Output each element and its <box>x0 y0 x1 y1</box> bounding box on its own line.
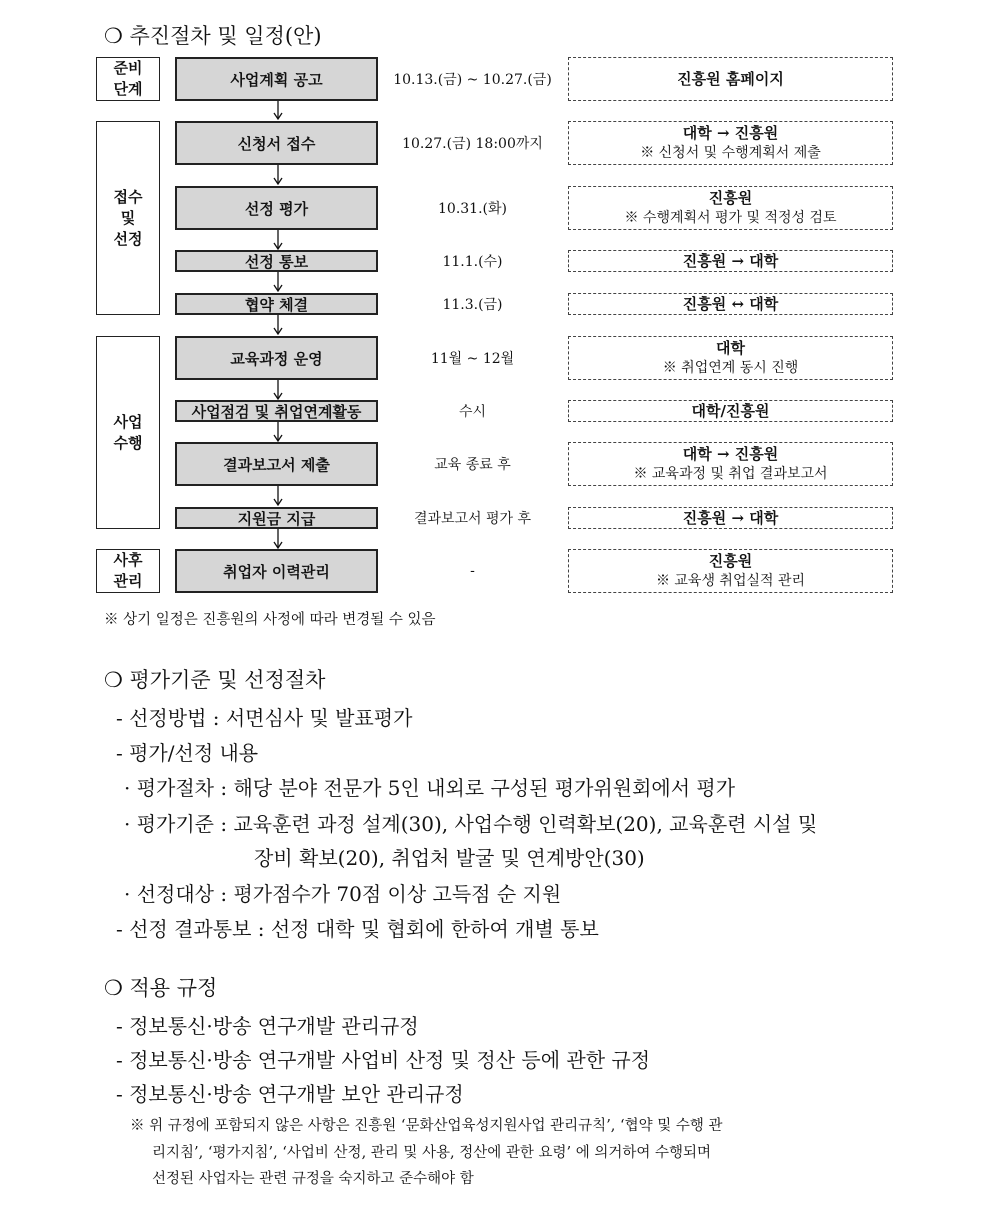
phase-execution: 사업 수행 <box>96 336 160 529</box>
phase-followup: 사후 관리 <box>96 549 160 593</box>
responsible-main: 대학/진흥원 <box>691 402 770 420</box>
responsible-main: 진흥원 홈페이지 <box>677 70 784 88</box>
responsible-note: ※ 교육생 취업실적 관리 <box>655 573 806 589</box>
responsible-box <box>568 293 893 315</box>
step-date: 11월 ~ 12월 <box>430 351 515 367</box>
responsible-box <box>568 549 893 593</box>
down-arrow-icon <box>270 422 286 442</box>
regulation-note-line2: 리지침’, ‘평가지침’, ‘사업비 산정, 관리 및 사용, 정산에 관한 요령’ 에 의거하여 수행되며 <box>152 1145 712 1161</box>
selection-target: · 선정대상 : 평가점수가 70점 이상 고득점 순 지원 <box>124 882 562 906</box>
responsible-note: ※ 신청서 및 수행계획서 제출 <box>640 145 821 161</box>
responsible-main: 대학 <box>716 339 745 357</box>
step-report: 결과보고서 제출 <box>175 442 378 486</box>
step-application: 신청서 접수 <box>175 121 378 165</box>
evaluation-criteria-line1: · 평가기준 : 교육훈련 과정 설계(30), 사업수행 인력확보(20), 교육훈련 시설 및 <box>124 812 818 836</box>
phase-prep: 준비 단계 <box>96 57 160 101</box>
phase-selection: 접수 및 선정 <box>96 121 160 315</box>
schedule-footnote: ※ 상기 일정은 진흥원의 사정에 따라 변경될 수 있음 <box>104 612 436 628</box>
step-payment: 지원금 지급 <box>175 507 378 529</box>
step-inspection: 사업점검 및 취업연계활동 <box>175 400 378 422</box>
down-arrow-icon <box>270 230 286 250</box>
evaluation-criteria-line2: 장비 확보(20), 취업처 발굴 및 연계방안(30) <box>254 846 645 870</box>
regulation-note-line1: ※ 위 규정에 포함되지 않은 사항은 진흥원 ‘문화산업육성지원사업 관리규칙’, ‘협약 및 수행 관 <box>130 1118 723 1134</box>
down-arrow-icon <box>270 272 286 292</box>
step-agreement: 협약 체결 <box>175 293 378 315</box>
down-arrow-icon <box>270 380 286 400</box>
step-evaluation: 선정 평가 <box>175 186 378 230</box>
step-notification: 선정 통보 <box>175 250 378 272</box>
down-arrow-icon <box>270 529 286 549</box>
step-date: 10.31.(화) <box>438 201 507 217</box>
responsible-note: ※ 취업연계 동시 진행 <box>662 360 799 376</box>
responsible-box <box>568 336 893 380</box>
step-date: 10.27.(금) 18:00까지 <box>402 136 543 152</box>
regulation-item: - 정보통신·방송 연구개발 관리규정 <box>116 1014 419 1038</box>
regulation-note-line3: 선정된 사업자는 관련 규정을 숙지하고 준수해야 함 <box>152 1171 474 1187</box>
step-announcement: 사업계획 공고 <box>175 57 378 101</box>
step-date: - <box>470 563 475 579</box>
responsible-box <box>568 400 893 422</box>
down-arrow-icon <box>270 165 286 185</box>
section-title-schedule: ❍ 추진절차 및 일정(안) <box>104 24 322 48</box>
down-arrow-icon <box>270 101 286 121</box>
step-career-management: 취업자 이력관리 <box>175 549 378 593</box>
responsible-box <box>568 186 893 230</box>
evaluation-content-heading: - 평가/선정 내용 <box>116 741 259 765</box>
step-date: 11.1.(수) <box>442 254 503 270</box>
selection-result-notice: - 선정 결과통보 : 선정 대학 및 협회에 한하여 개별 통보 <box>116 917 599 941</box>
down-arrow-icon <box>270 486 286 506</box>
responsible-main: 대학 → 진흥원 <box>682 445 779 463</box>
responsible-box <box>568 442 893 486</box>
responsible-main: 진흥원 → 대학 <box>682 252 779 270</box>
down-arrow-icon <box>270 315 286 335</box>
section-title-evaluation: ❍ 평가기준 및 선정절차 <box>104 668 326 692</box>
step-date: 결과보고서 평가 후 <box>413 511 532 527</box>
responsible-main: 진흥원 <box>708 552 753 570</box>
step-date: 교육 종료 후 <box>434 457 511 473</box>
responsible-box <box>568 121 893 165</box>
regulation-item: - 정보통신·방송 연구개발 사업비 산정 및 정산 등에 관한 규정 <box>116 1048 651 1072</box>
step-curriculum: 교육과정 운영 <box>175 336 378 380</box>
responsible-note: ※ 교육과정 및 취업 결과보고서 <box>633 466 828 482</box>
responsible-main: 진흥원 <box>708 189 753 207</box>
regulation-item: - 정보통신·방송 연구개발 보안 관리규정 <box>116 1082 464 1106</box>
step-date: 10.13.(금) ~ 10.27.(금) <box>393 72 552 88</box>
selection-method: - 선정방법 : 서면심사 및 발표평가 <box>116 706 413 730</box>
section-title-regulations: ❍ 적용 규정 <box>104 976 218 1000</box>
responsible-main: 진흥원 ↔ 대학 <box>682 295 779 313</box>
responsible-box <box>568 250 893 272</box>
responsible-note: ※ 수행계획서 평가 및 적정성 검토 <box>624 210 837 226</box>
step-date: 수시 <box>458 404 487 420</box>
responsible-main: 대학 → 진흥원 <box>682 124 779 142</box>
responsible-box <box>568 57 893 101</box>
responsible-main: 진흥원 → 대학 <box>682 509 779 527</box>
evaluation-procedure: · 평가절차 : 해당 분야 전문가 5인 내외로 구성된 평가위원회에서 평가 <box>124 776 736 800</box>
responsible-box <box>568 507 893 529</box>
step-date: 11.3.(금) <box>442 297 503 313</box>
